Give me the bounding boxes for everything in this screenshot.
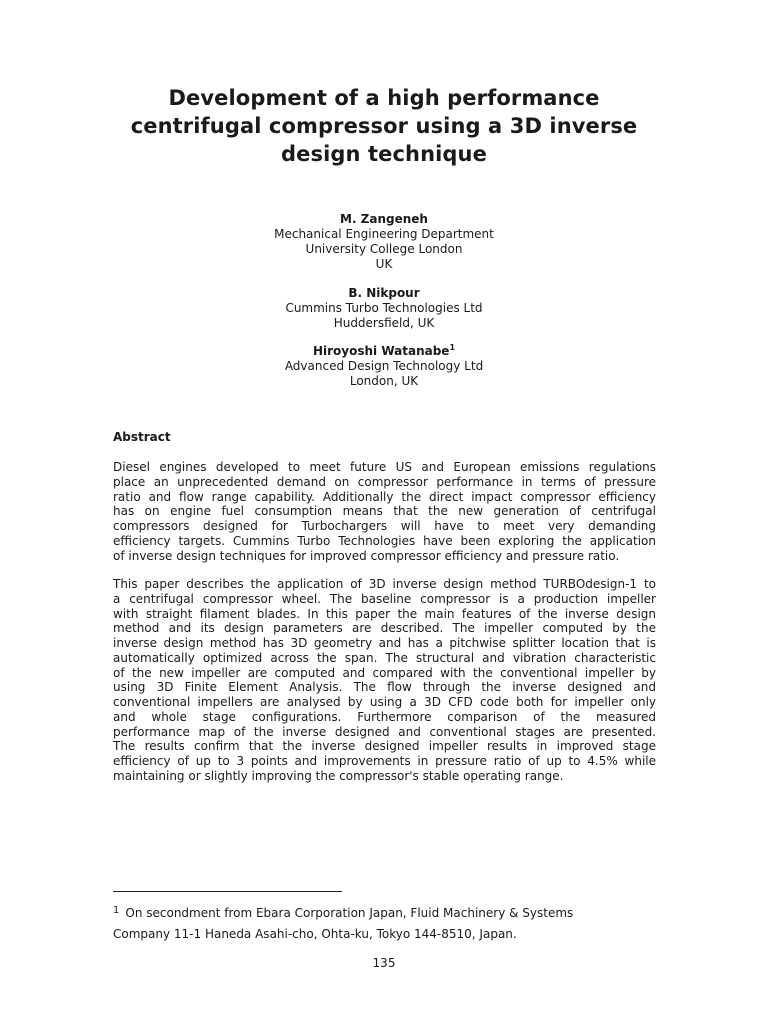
abstract-paragraph: [113, 577, 656, 784]
paragraph-line: Diesel engines developed to meet future US and European emissions regulations: [113, 460, 656, 474]
author-name-wrapper: [184, 344, 584, 359]
title-line: design technique: [281, 142, 487, 166]
page-number: 135: [372, 956, 396, 970]
paragraph-line: has on engine fuel consumption means that the new generation of centrifugal: [113, 504, 656, 519]
paragraph-line: maintaining or slightly improving the compressor's stable operating range.: [113, 768, 564, 783]
author-affiliation-line: UK: [375, 257, 393, 271]
footnote-text: On secondment from Ebara Corporation Japan, Fluid Machinery & Systems: [125, 906, 574, 920]
abstract-heading: Abstract: [113, 430, 171, 444]
paragraph-line: performance map of the inverse designed and conventional stages are presented.: [113, 724, 656, 739]
footnote-mark: 1: [113, 905, 120, 916]
author-block: [184, 286, 584, 331]
footnote-reference: 1: [449, 343, 456, 352]
paragraph-line: This paper describes the application of 3D inverse design method TURBOdesign-1 to: [113, 577, 656, 591]
paragraph-line: efficiency of up to 3 points and improvements in pressure ratio of up to 4.5% while: [113, 754, 656, 768]
paragraph-line: and whole stage configurations. Furthermore comparison of the measured: [113, 709, 656, 724]
paper-title: [100, 84, 668, 168]
paragraph-line: using 3D Finite Element Analysis. The flow through the inverse designed and: [113, 680, 656, 695]
author-affiliation-line: Advanced Design Technology Ltd: [284, 359, 484, 373]
paragraph-line: automatically optimized across the span. The structural and vibration characteristic: [113, 650, 656, 665]
author-affiliation-line: University College London: [305, 242, 463, 256]
paragraph-line: with straight filament blades. In this paper the main features of the inverse design: [113, 606, 656, 621]
paragraph-line: inverse design method has 3D geometry and has a pitchwise splitter location that is: [113, 636, 656, 650]
footnote-line: Company 11-1 Haneda Asahi-cho, Ohta-ku, Tokyo 144-8510, Japan.: [113, 927, 517, 941]
title-line: centrifugal compressor using a 3D inverse: [130, 114, 638, 138]
author-name: B. Nikpour: [348, 286, 420, 300]
paragraph-line: compressors designed for Turbochargers will have to meet very demanding: [113, 519, 656, 533]
author-affiliation-line: Cummins Turbo Technologies Ltd: [285, 301, 483, 315]
footnote-divider: [113, 891, 342, 892]
author-affiliation-line: London, UK: [349, 374, 419, 388]
paragraph-line: method and its design parameters are described. The impeller computed by the: [113, 621, 656, 636]
paragraph-line: of the new impeller are computed and compared with the conventional impeller by: [113, 665, 656, 680]
author-block: [184, 344, 584, 389]
paragraph-line: ratio and flow range capability. Additionally the direct impact compressor efficiency: [113, 489, 656, 504]
paragraph-line: a centrifugal compressor wheel. The baseline compressor is a production impeller: [113, 591, 656, 606]
author-affiliation-line: Huddersfield, UK: [333, 316, 435, 330]
paragraph-line: conventional impellers are analysed by using a 3D CFD code both for impeller only: [113, 695, 656, 709]
paragraph-line: place an unprecedented demand on compressor performance in terms of pressure: [113, 474, 656, 489]
author-name: Hiroyoshi Watanabe: [312, 344, 450, 358]
paragraph-line: of inverse design techniques for improved compressor efficiency and pressure ratio.: [113, 548, 620, 563]
author-name: M. Zangeneh: [340, 212, 428, 226]
footnote-line: [113, 903, 633, 924]
paragraph-line: The results confirm that the inverse designed impeller results in improved stage: [113, 739, 656, 754]
author-block: [184, 212, 584, 272]
abstract-paragraph: [113, 460, 656, 563]
author-affiliation-line: Mechanical Engineering Department: [274, 227, 494, 241]
footnote: [113, 903, 633, 945]
title-line: Development of a high performance: [168, 86, 600, 110]
paragraph-line: efficiency targets. Cummins Turbo Technologies have been exploring the application: [113, 533, 656, 548]
